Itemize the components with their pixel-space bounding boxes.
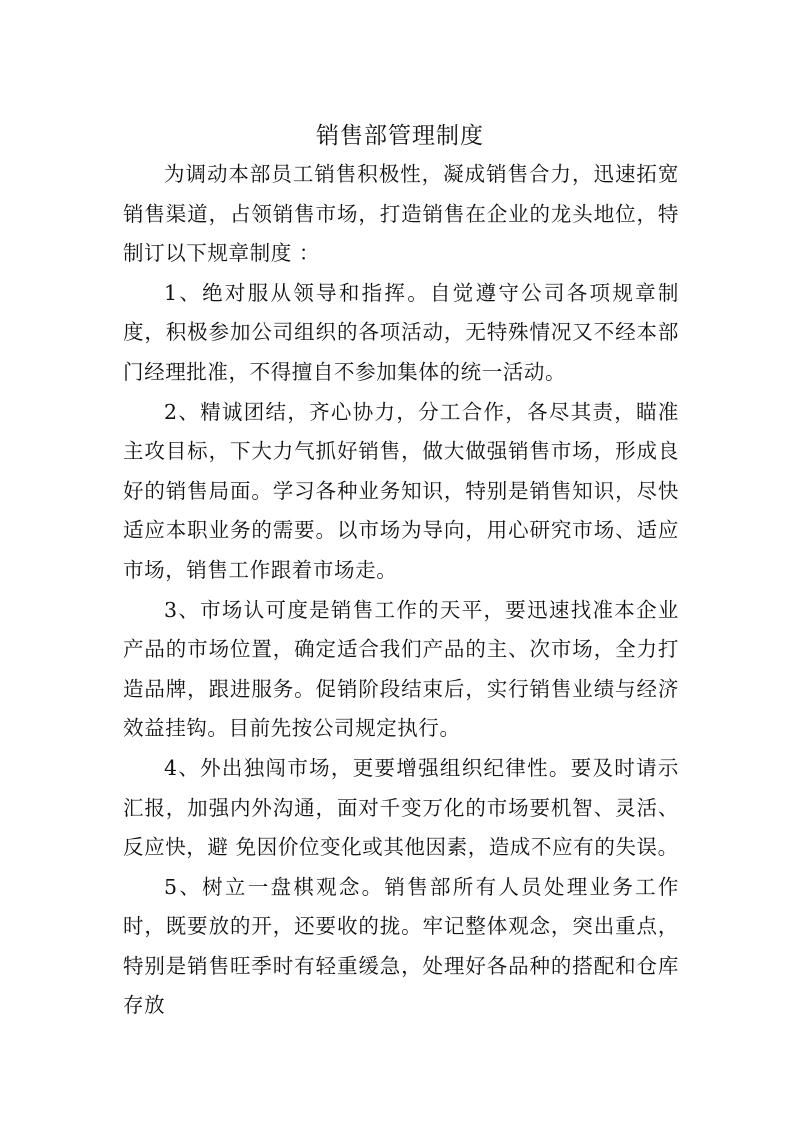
intro-paragraph: 为调动本部员工销售积极性，凝成销售合力，迅速拓宽销售渠道，占领销售市场，打造销售在企业的龙头地位，特制订以下规章制度 ：	[123, 162, 679, 266]
rule-3-paragraph: 3、市场认可度是销售工作的天平，要迅速找准本企业产品的市场位置，确定适合我们产品的主、次市场，全力打造品牌，跟进服务。促销阶段结束后，实行销售业绩与经济效益挂钩。目前先按公司规定执行。	[123, 597, 679, 741]
rule-4-paragraph: 4、外出独闯市场，更要增强组织纪律性。要及时请示汇报，加强内外沟通，面对千变万化的市场要机智、灵活、反应快，避 免因价位变化或其他因素，造成不应有的失误。	[123, 755, 679, 860]
rule-2-paragraph: 2、精诚团结，齐心协力，分工合作，各尽其责，瞄准主攻目标，下大力气抓好销售，做大做强销售市场，形成良好的销售局面。学习各种业务知识，特别是销售知识，尽快适应本职业务的需要。以市场为导向，用心研究市场、适应市场，销售工作跟着市场走。	[123, 399, 679, 582]
document-body	[123, 155, 679, 1026]
rule-5-paragraph: 5、树立一盘棋观念。销售部所有人员处理业务工作时，既要放的开，还要收的拢。牢记整体观念，突出重点，特别是销售旺季时有轻重缓急，处理好各品种的搭配和仓库存放	[123, 874, 679, 1018]
page-title: 销售部管理制度	[316, 123, 484, 149]
rule-1-paragraph: 1、绝对服从领导和指挥。自觉遵守公司各项规章制度，积极参加公司组织的各项活动，无特殊情况又不经本部门经理批准，不得擅自不参加集体的统一活动。	[123, 280, 679, 384]
